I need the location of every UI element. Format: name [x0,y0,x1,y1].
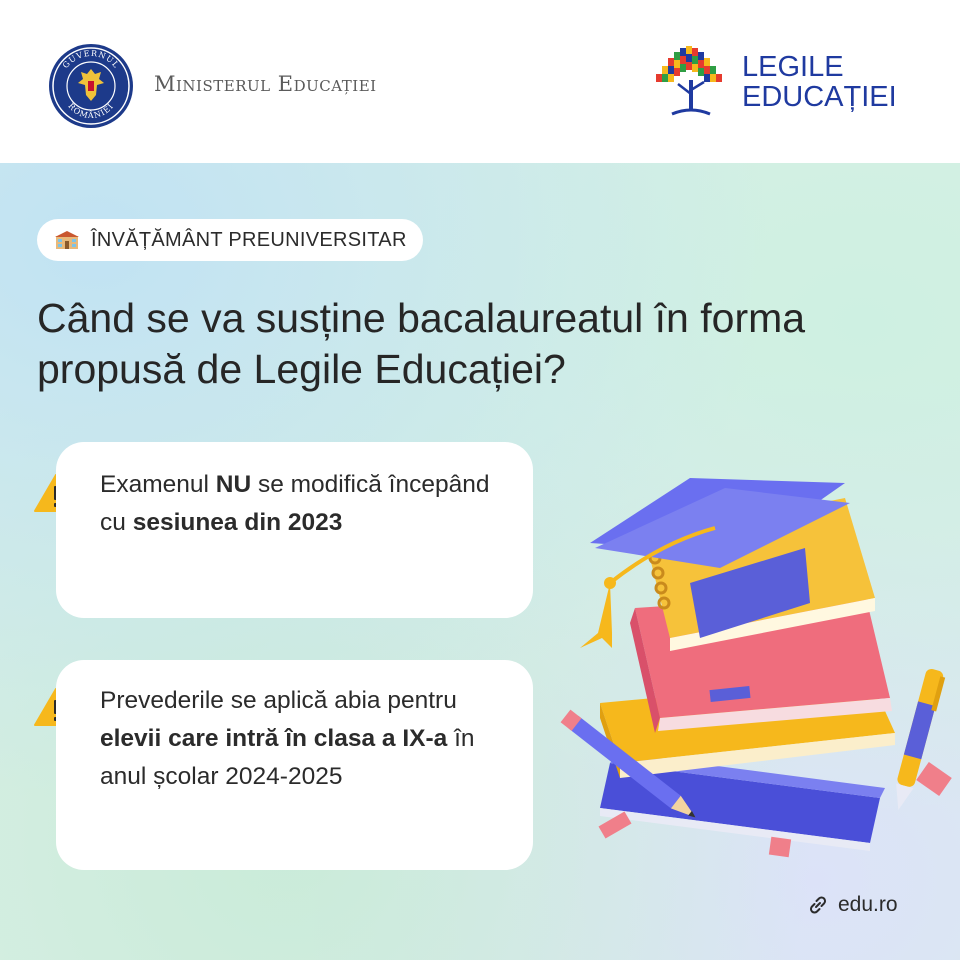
brand-line-2: EDUCAȚIEI [742,81,897,113]
category-label: ÎNVĂȚĂMÂNT PREUNIVERSITAR [91,228,407,251]
card-text: Examenul NU se modifică începând cu sesiunea din 2023 [100,471,490,536]
legile-tree-logo-icon [652,44,730,120]
header [0,0,960,163]
website-link-text[interactable]: edu.ro [838,893,898,916]
card-text: Prevederile se aplică abia pentru elevii care intră în clasa a IX-a în anul școlar 2024-2025 [100,687,475,790]
school-icon [55,230,79,250]
website-link[interactable] [806,893,898,917]
svg-text:GUVERNUL: GUVERNUL [60,48,122,71]
content-area [0,163,960,960]
ministry-name: Ministerul Educației [154,72,377,96]
svg-text:ROMÂNIEI: ROMÂNIEI [66,101,116,121]
link-icon [806,893,830,917]
category-pill [37,219,423,261]
info-card [56,660,533,870]
headline: Când se va susține bacalaureatul în forma propusă de Legile Educației? [37,295,806,392]
info-card [56,442,533,618]
brand-line-1: LEGILE [742,51,844,83]
brand-wordmark [742,52,897,112]
government-seal-icon [48,43,134,129]
graduation-books-illustration [540,433,960,883]
